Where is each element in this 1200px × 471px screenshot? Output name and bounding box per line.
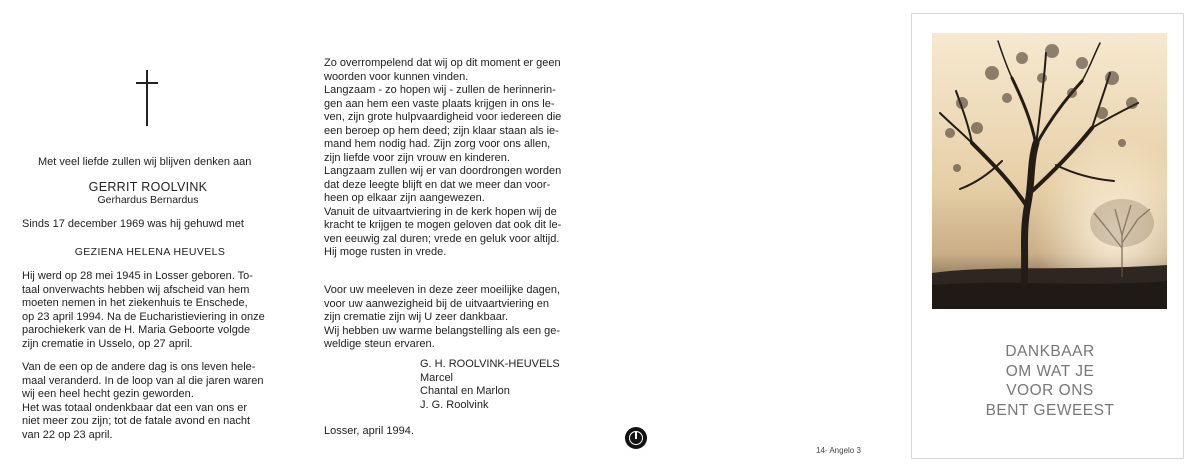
text-line: Hij moge rusten in vrede. <box>324 246 447 258</box>
text-line: ven, zijn grote hulpvaardigheid voor iedereen die <box>324 111 562 123</box>
place-date: Losser, april 1994. <box>324 425 414 437</box>
text-line: op 23 april 1994. Na de Eucharistieviering in onze <box>22 310 265 323</box>
marriage-line: Sinds 17 december 1969 was hij gehuwd met <box>22 218 244 230</box>
deceased-given-names: Gerhardus Bernardus <box>97 194 199 206</box>
text-line: Het was totaal ondenkbaar dat een van ons er <box>22 401 248 414</box>
card-line: VOOR ONS <box>1006 382 1094 399</box>
text-line: Wij hebben uw warme belangstelling als een ge- <box>324 324 561 337</box>
deceased-name: GERRIT ROOLVINK <box>88 180 208 194</box>
text-line: Vanuit de uitvaartviering in de kerk hopen wij de <box>324 205 557 218</box>
paragraph-thanks <box>324 284 560 352</box>
signer: G. H. ROOLVINK-HEUVELS <box>420 358 560 370</box>
cross-icon <box>136 70 158 126</box>
text-line: Hij werd op 28 mei 1945 in Losser geboren. To- <box>22 270 253 282</box>
text-line: moeten nemen in het ziekenhuis te Enschede, <box>22 297 248 309</box>
text-line: parochiekerk van de H. Maria Geboorte volgde <box>22 324 251 336</box>
signer: Marcel <box>420 371 454 384</box>
text-line: een beroep op hem deed; zijn klaar staan als ie- <box>324 124 559 137</box>
text-line: kracht te krijgen te mogen geloven dat ook dit le- <box>324 219 562 231</box>
card-line: OM WAT JE <box>1005 362 1095 380</box>
text-line: Zo overrompelend dat wij op dit moment er geen <box>324 57 561 69</box>
printer-logo-icon <box>625 427 647 449</box>
print-code: 14- Angelo 3 <box>816 446 861 455</box>
text-line: wij een heel hecht gezin geworden. <box>22 388 194 400</box>
text-line: ven eeuwig zal duren; vrede en geluk voor altijd. <box>324 232 560 245</box>
text-line: niet meer zou zijn; tot de fatale avond en nacht <box>22 415 251 427</box>
text-line: woorden voor kunnen vinden. <box>324 70 469 83</box>
text-line: maal veranderd. In de loop van al die jaren waren <box>22 374 264 387</box>
text-line: heen op elkaar zijn aangewezen. <box>324 192 485 204</box>
text-line: dat deze leegte blijft en dat we meer dan voor- <box>324 178 551 191</box>
card-message <box>950 342 1150 420</box>
text-line: voor uw aanwezigheid bij de uitvaartviering en <box>324 297 550 310</box>
text-line: weldige steun ervaren. <box>324 338 435 350</box>
card-line: DANKBAAR <box>1005 343 1095 360</box>
tree-photo <box>932 33 1167 309</box>
text-line: Voor uw meeleven in deze zeer moeilijke dagen, <box>324 284 561 296</box>
text-line: taal onverwachts hebben wij afscheid van hem <box>22 283 250 296</box>
text-line: Langzaam - zo hopen wij - zullen de herinnerin- <box>324 84 556 96</box>
paragraph-birth-death <box>22 270 265 351</box>
text-line: van 22 op 23 april. <box>22 428 113 441</box>
signatories <box>420 358 560 412</box>
paragraph-family <box>22 361 264 442</box>
text-line: zijn liefde voor zijn vrouw en kinderen. <box>324 151 510 164</box>
text-line: zijn crematie zijn wij U zeer dankbaar. <box>324 311 509 323</box>
card-line: BENT GEWEEST <box>985 401 1115 419</box>
text-line: Van de een op de andere dag is ons leven hele- <box>22 361 256 373</box>
signer: Chantal en Marlon <box>420 385 510 397</box>
text-line: zijn crematie in Usselo, op 27 april. <box>22 337 193 350</box>
lead-line: Met veel liefde zullen wij blijven denken aan <box>38 156 252 168</box>
text-line: mand hem nodig had. Zijn zorg voor ons allen, <box>324 138 551 150</box>
text-line: Langzaam zullen wij er van doordrongen worden <box>324 165 562 177</box>
signer: J. G. Roolvink <box>420 398 489 411</box>
paragraph-remembrance <box>324 57 561 260</box>
text-line: gen aan hem een vaste plaats krijgen in ons le- <box>324 97 555 110</box>
spouse-name: GEZIENA HELENA HEUVELS <box>74 246 226 258</box>
